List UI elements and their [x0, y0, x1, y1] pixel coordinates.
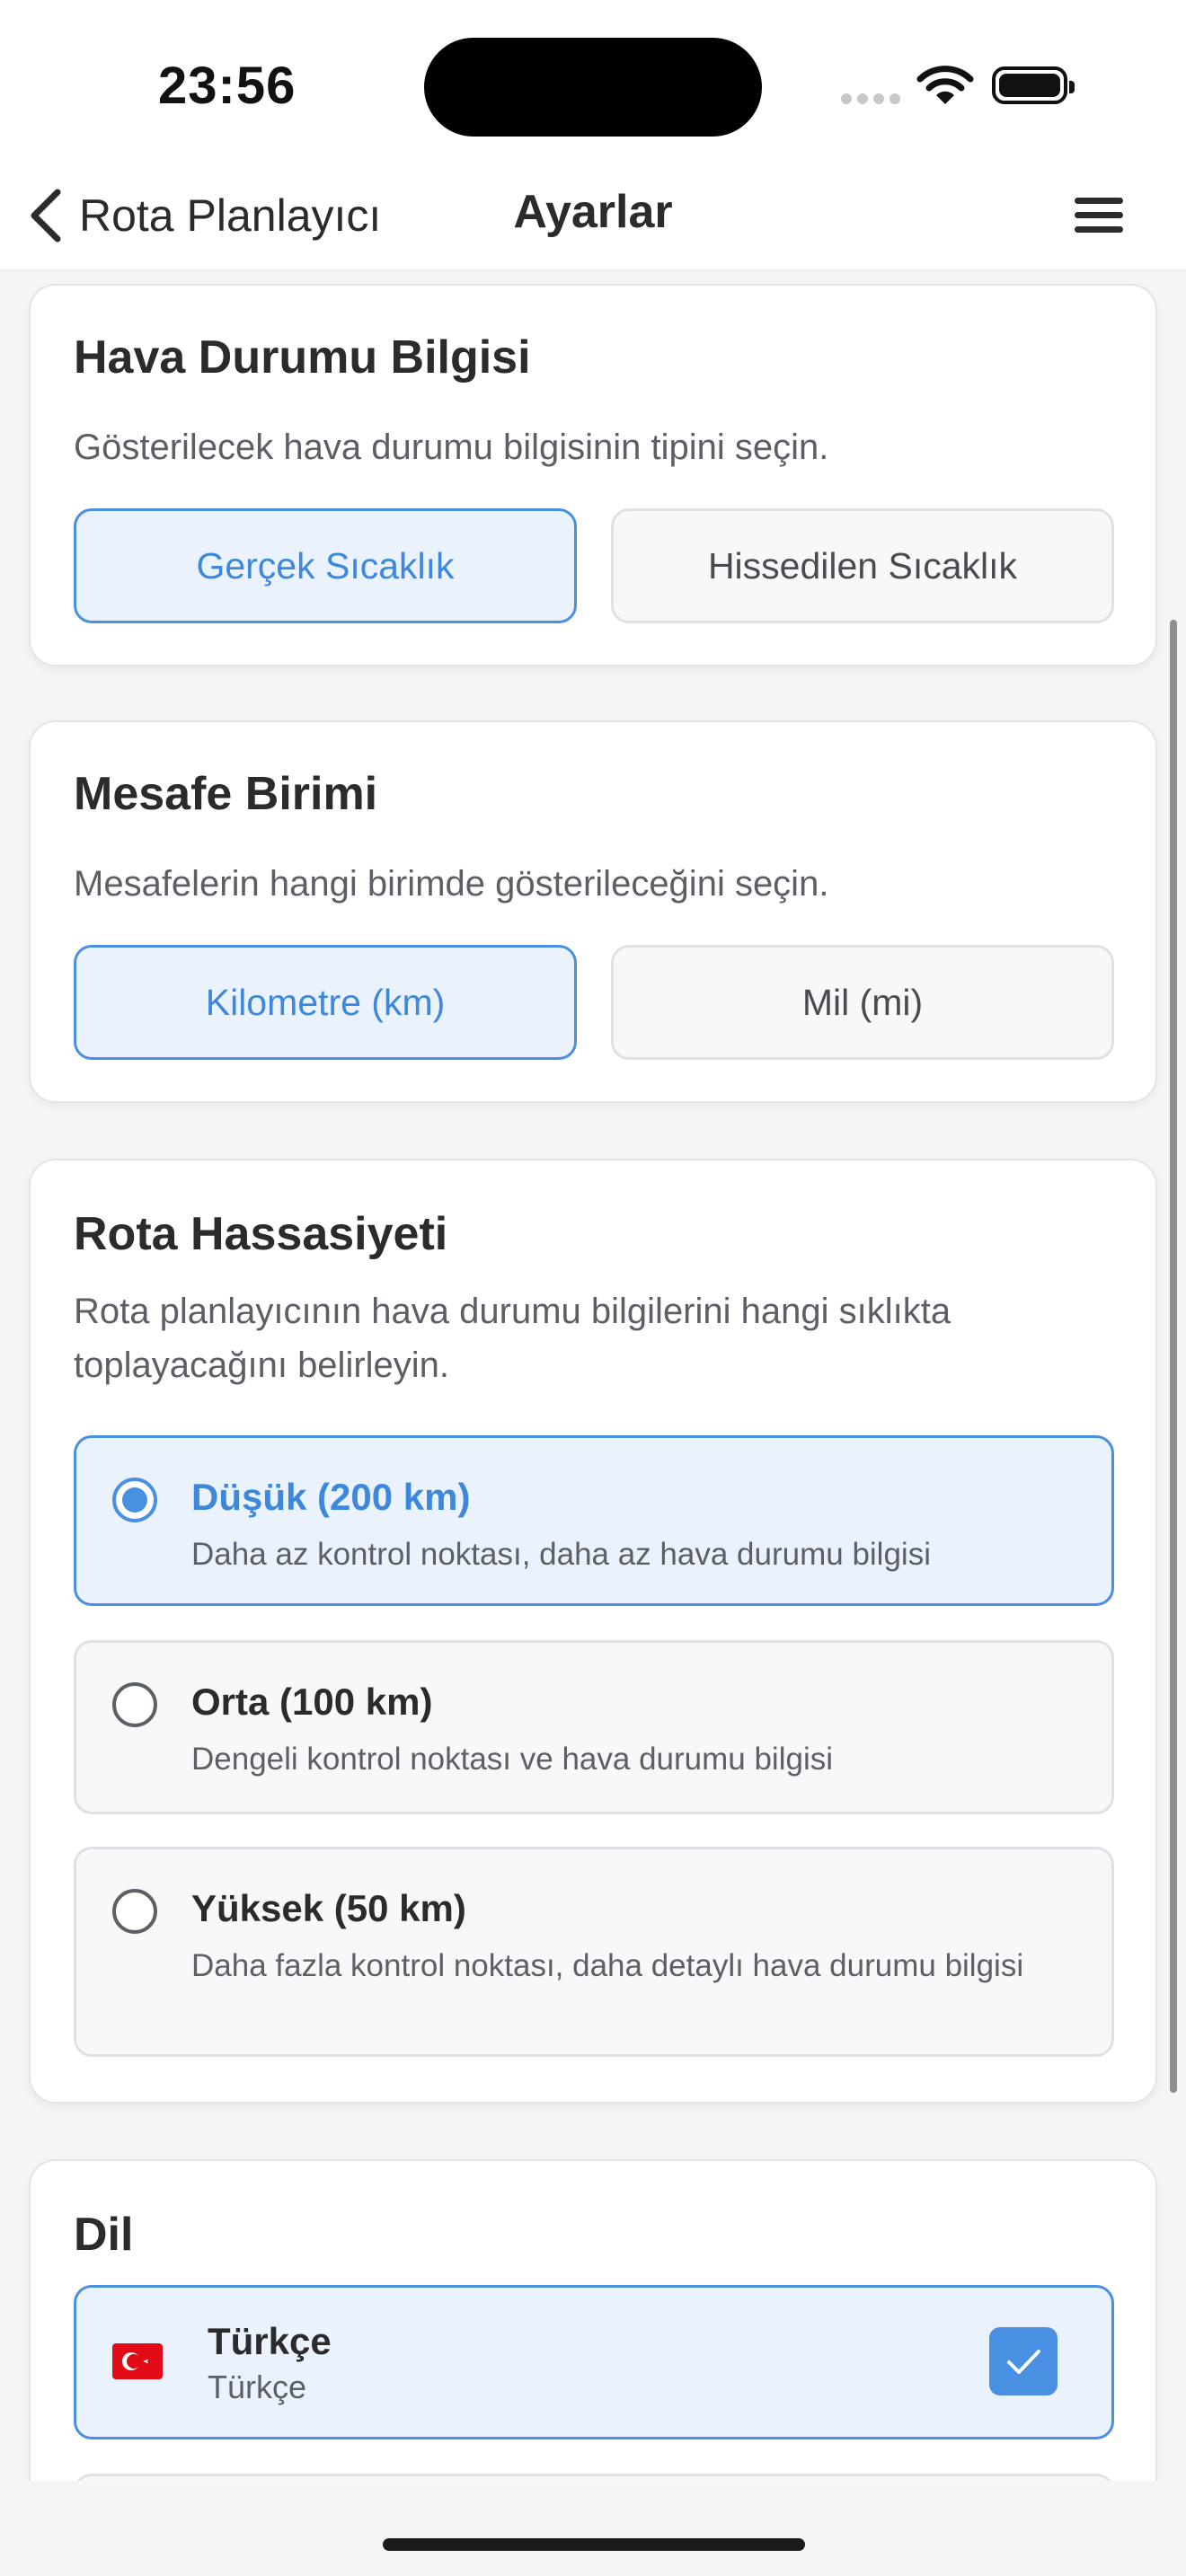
- distance-unit-description: Mesafelerin hangi birimde gösterileceğini seçin.: [74, 864, 829, 904]
- option-kilometre[interactable]: Kilometre (km): [74, 945, 577, 1060]
- checkmark-icon[interactable]: [989, 2327, 1058, 2395]
- precision-option-subtitle: Daha az kontrol noktası, daha az hava durumu bilgisi: [191, 1537, 931, 1572]
- turkey-flag-icon: [112, 2343, 163, 2379]
- precision-option-title: Yüksek (50 km): [191, 1887, 466, 1929]
- hamburger-menu-icon[interactable]: [1071, 192, 1125, 239]
- route-precision-description: Rota planlayıcının hava durumu bilgilerini hangi sıklıkta toplayacağını belirleyin.: [74, 1292, 951, 1385]
- page-title: Ayarlar: [513, 186, 673, 238]
- option-mile[interactable]: Mil (mi): [611, 945, 1114, 1060]
- language-option-turkish[interactable]: [74, 2285, 1114, 2439]
- scrollbar[interactable]: [1170, 620, 1177, 2093]
- battery-icon: [992, 66, 1067, 104]
- radio-unselected-icon[interactable]: [112, 1889, 157, 1934]
- language-name: Türkçe: [208, 2320, 332, 2362]
- radio-selected-icon[interactable]: [112, 1478, 157, 1522]
- precision-option-low[interactable]: [74, 1435, 1114, 1606]
- weather-info-description: Gösterilecek hava durumu bilgisinin tipini seçin.: [74, 428, 829, 467]
- option-real-temperature[interactable]: Gerçek Sıcaklık: [74, 508, 577, 623]
- distance-unit-title: Mesafe Birimi: [74, 768, 378, 820]
- status-bar: [0, 0, 1186, 162]
- weather-info-title: Hava Durumu Bilgisi: [74, 331, 531, 384]
- dynamic-island: [424, 38, 762, 137]
- back-label: Rota Planlayıcı: [79, 190, 382, 241]
- precision-option-medium[interactable]: [74, 1640, 1114, 1814]
- precision-option-subtitle: Dengeli kontrol noktası ve hava durumu bilgisi: [191, 1742, 833, 1777]
- precision-option-title: Orta (100 km): [191, 1681, 433, 1723]
- route-precision-title: Rota Hassasiyeti: [74, 1208, 448, 1260]
- precision-option-title: Düşük (200 km): [191, 1476, 471, 1518]
- route-precision-card: [29, 1159, 1157, 2104]
- status-time: 23:56: [158, 57, 296, 115]
- wifi-icon: [916, 65, 974, 112]
- language-card: [29, 2159, 1157, 2481]
- settings-content[interactable]: [0, 269, 1186, 2481]
- precision-option-high[interactable]: [74, 1847, 1114, 2057]
- precision-option-subtitle: Daha fazla kontrol noktası, daha detaylı hava durumu bilgisi: [191, 1948, 1024, 1983]
- distance-unit-card: [29, 720, 1157, 1103]
- bottom-safe-area: [0, 2481, 1186, 2576]
- language-native-name: Türkçe: [208, 2369, 307, 2405]
- radio-unselected-icon[interactable]: [112, 1682, 157, 1727]
- home-indicator[interactable]: [383, 2538, 805, 2551]
- navigation-bar: [0, 162, 1186, 269]
- language-option-next[interactable]: [74, 2474, 1114, 2481]
- weather-info-card: [29, 284, 1157, 666]
- language-title: Dil: [74, 2209, 134, 2261]
- option-feels-like-temperature[interactable]: Hissedilen Sıcaklık: [611, 508, 1114, 623]
